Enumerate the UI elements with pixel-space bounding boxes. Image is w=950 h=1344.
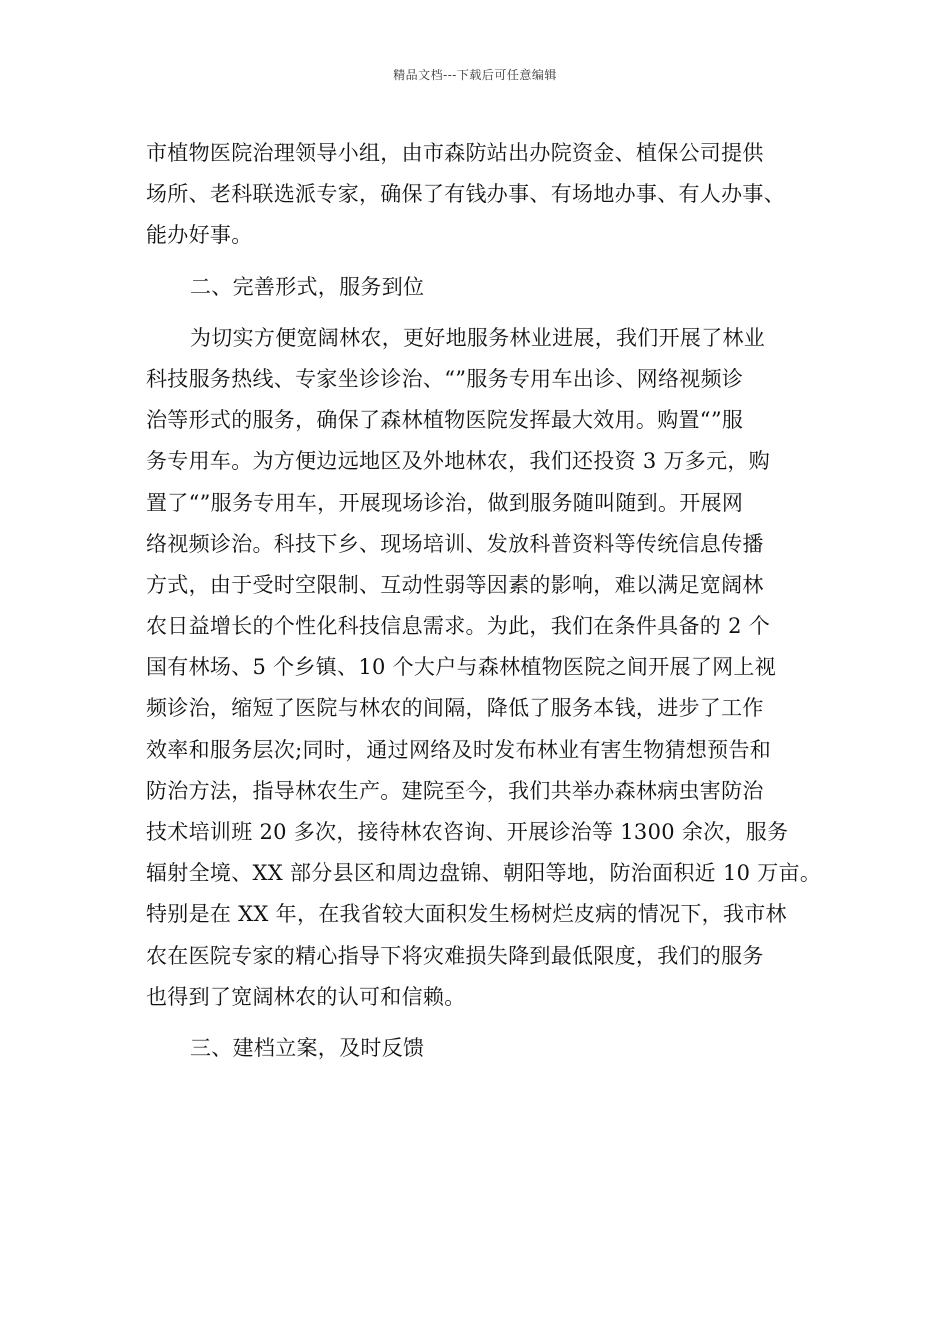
paragraph-line: 务专用车。为方便边远地区及外地林农，我们还投资 3 万多元，购 bbox=[146, 449, 771, 474]
paragraph-line: 科技服务热线、专家坐诊诊治、“”服务专用车出诊、网络视频诊 bbox=[146, 366, 744, 391]
paragraph-line: 特别是在 XX 年，在我省较大面积发生杨树烂皮病的情况下，我市林 bbox=[146, 902, 787, 927]
paragraph-line: 为切实方便宽阔林农，更好地服务林业进展，我们开展了林业 bbox=[190, 325, 766, 350]
paragraph-line: 也得到了宽阔林农的认可和信赖。 bbox=[146, 984, 466, 1009]
paragraph-line: 市植物医院治理领导小组，由市森防站出办院资金、植保公司提供 bbox=[146, 141, 764, 165]
paragraph-line: 国有林场、5 个乡镇、10 个大户与森林植物医院之间开展了网上视 bbox=[146, 655, 777, 680]
paragraph-line: 技术培训班 20 多次，接待林农咨询、开展诊治等 1300 余次，服务 bbox=[146, 820, 789, 844]
paragraph-line: 络视频诊治。科技下乡、现场培训、发放科普资料等传统信息传播 bbox=[146, 531, 764, 556]
paragraph-line: 方式，由于受时空限制、互动性弱等因素的影响，难以满足宽阔林 bbox=[146, 572, 764, 597]
paragraph-line: 置了“”服务专用车，开展现场诊治，做到服务随叫随到。开展网 bbox=[146, 490, 744, 515]
paragraph-line: 辐射全境、XX 部分县区和周边盘锦、朝阳等地，防治面积近 10 万亩。 bbox=[146, 861, 822, 886]
paragraph-line: 频诊治，缩短了医院与林农的间隔，降低了服务本钱，进步了工作 bbox=[146, 696, 764, 721]
paragraph-line: 农在医院专家的精心指导下将灾难损失降到最低限度，我们的服务 bbox=[146, 943, 764, 968]
page-header: 精品文档---下载后可任意编辑 bbox=[393, 68, 557, 82]
paragraph-line: 场所、老科联选派专家，确保了有钱办事、有场地办事、有人办事、 bbox=[146, 182, 785, 207]
document-body bbox=[146, 133, 822, 1069]
paragraph-line: 农日益增长的个性化科技信息需求。为此，我们在条件具备的 2 个 bbox=[146, 614, 771, 639]
paragraph-line: 防治方法，指导林农生产。建院至今，我们共举办森林病虫害防治 bbox=[146, 778, 764, 803]
section-heading: 三、建档立案，及时反馈 bbox=[190, 1035, 425, 1060]
paragraph-line: 能办好事。 bbox=[146, 223, 253, 248]
paragraph-line: 治等形式的服务，确保了森林植物医院发挥最大效用。购置“”服 bbox=[146, 408, 744, 433]
paragraph-line: 效率和服务层次;同时，通过网络及时发布林业有害生物猜想预告和 bbox=[146, 737, 772, 762]
section-heading: 二、完善形式，服务到位 bbox=[190, 274, 425, 299]
